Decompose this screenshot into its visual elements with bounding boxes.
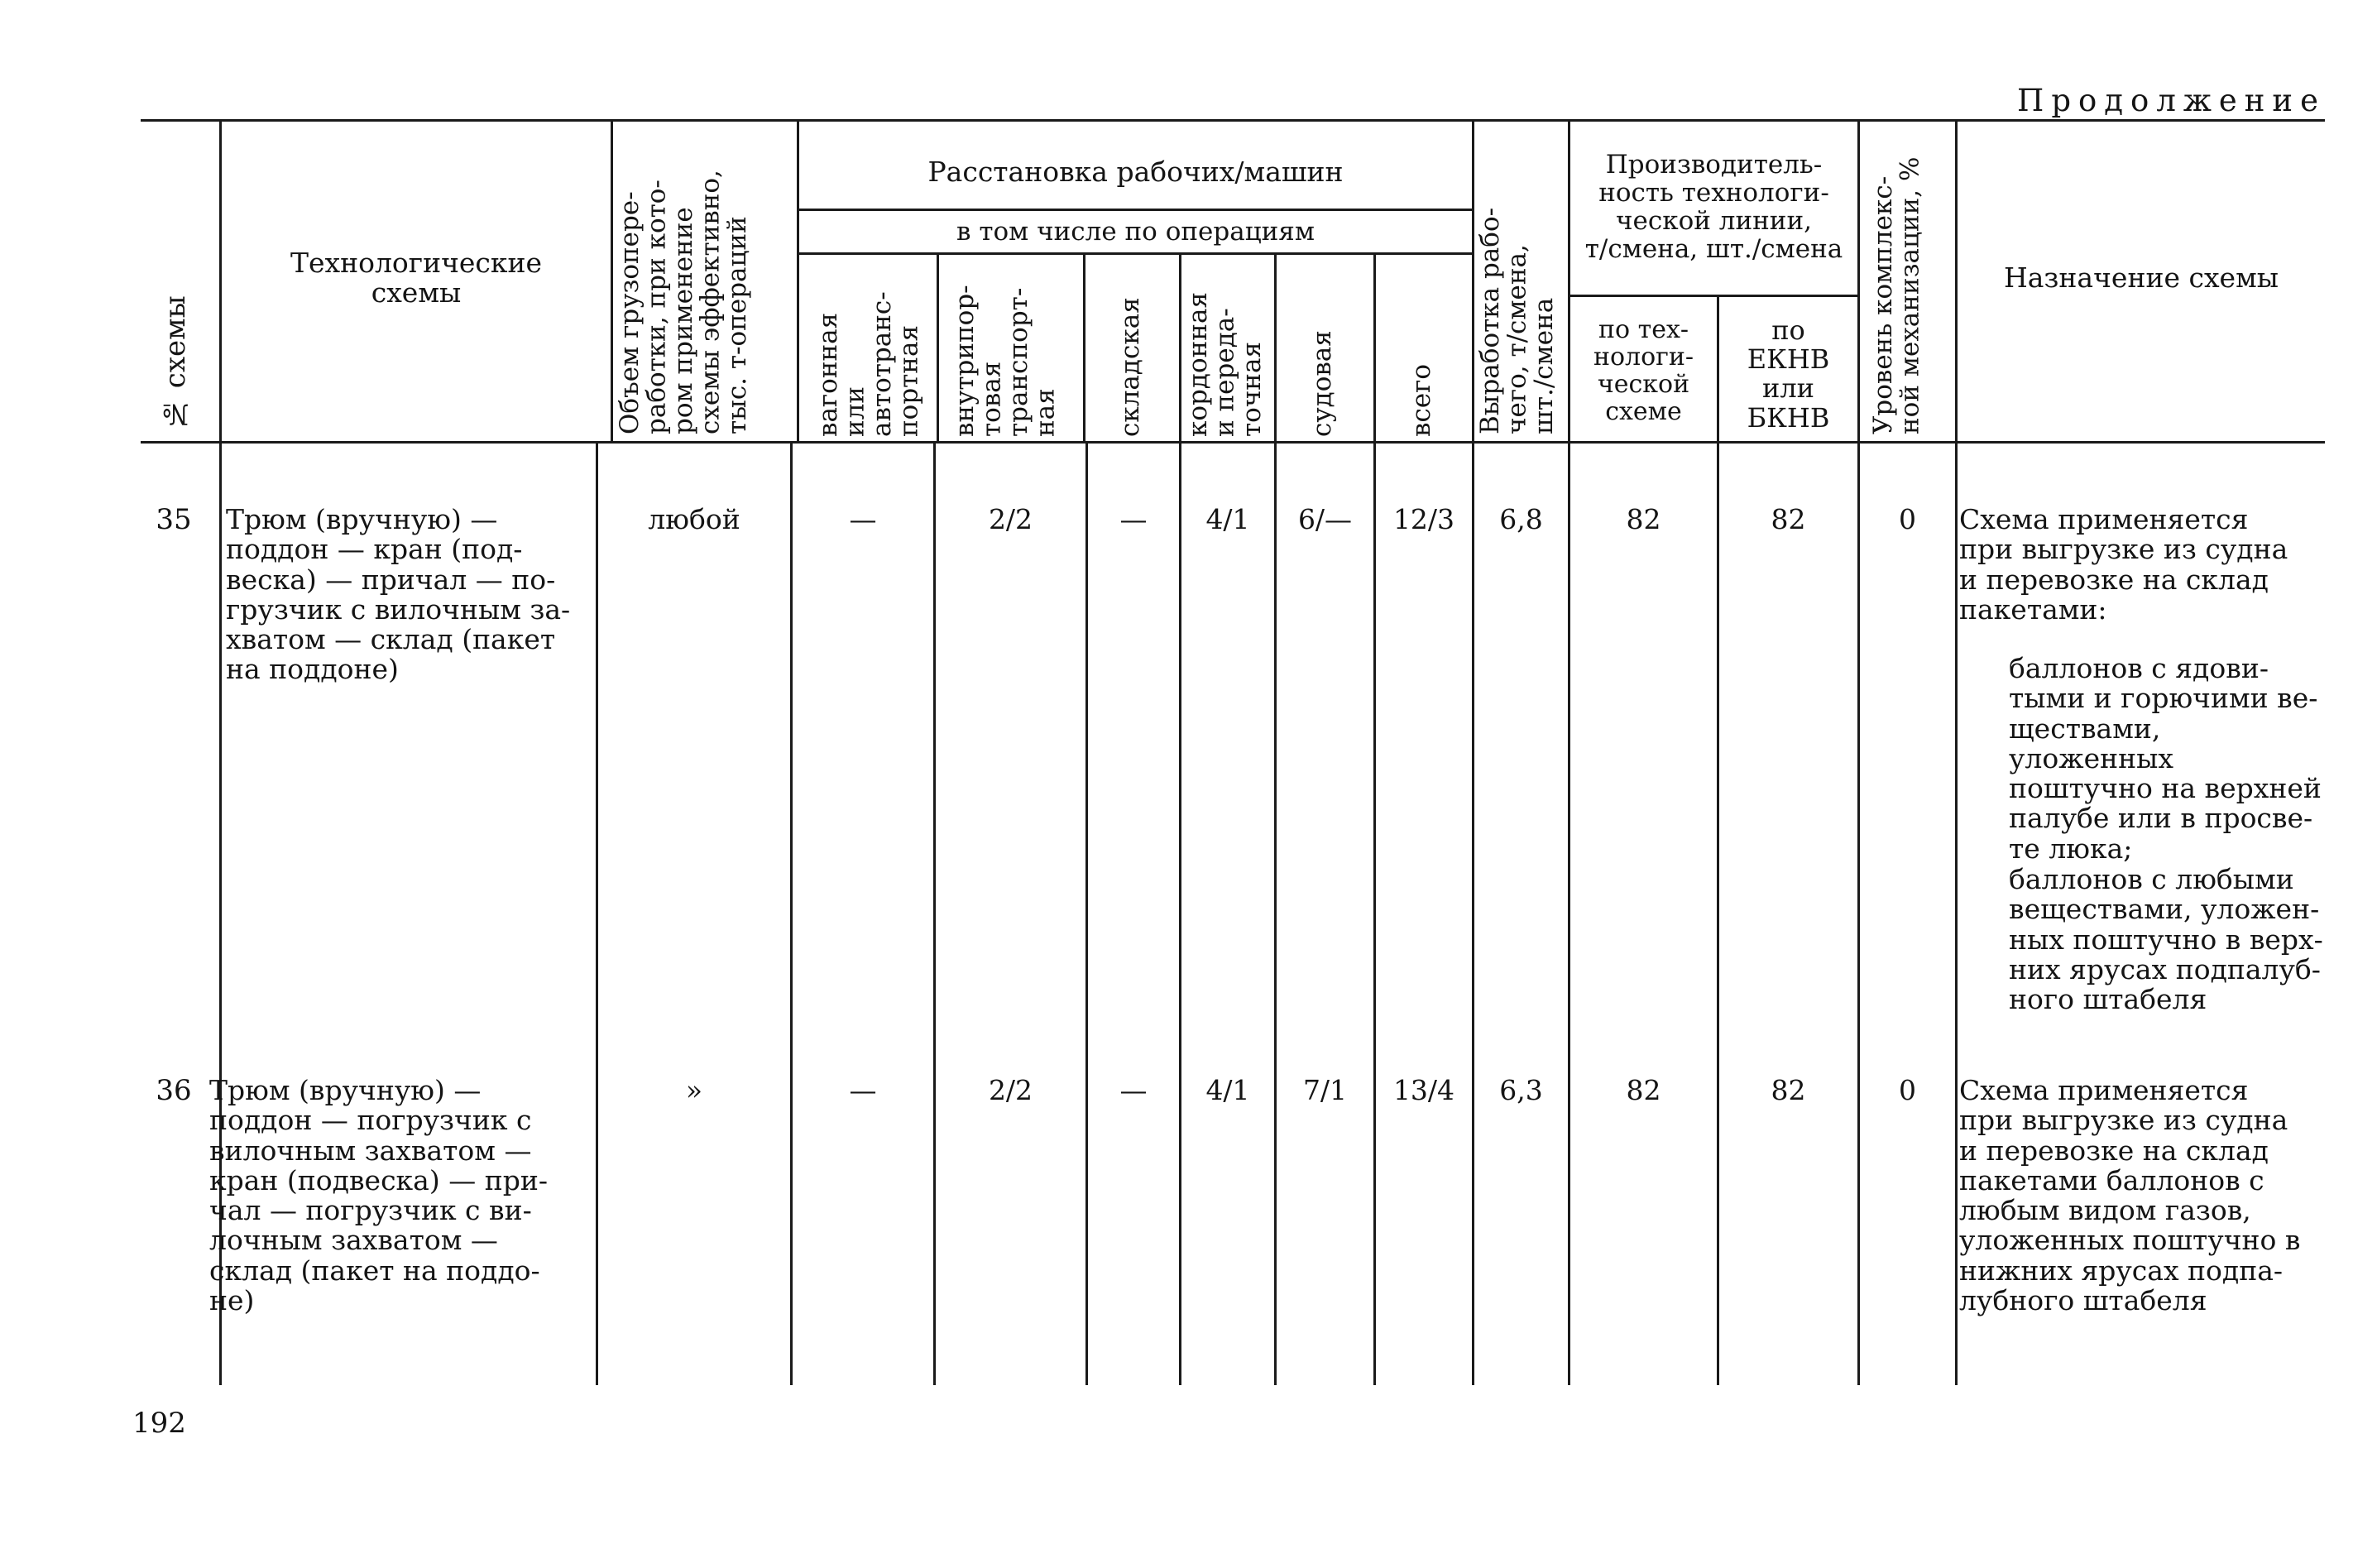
row-36-prod-tech: 82 [1626,1074,1661,1106]
header-purpose: Назначение схемы [2003,261,2279,294]
row-35-no: 35 [156,503,192,536]
row-35-scheme: Трюм (вручную) — поддон — кран (под- веска) — причал — по- грузчик с вилочным за- хватом — склад (пакет на поддоне) [226,503,571,686]
row-36-warehouse: — [1119,1074,1148,1106]
col-rule-9 [1472,119,1474,444]
top-rule [141,119,2325,122]
row-35-volume: любой [648,503,740,535]
body-rule-9 [1472,444,1474,1385]
col-rule-8 [1373,252,1376,444]
body-rule-3 [790,444,793,1385]
row-35-warehouse: — [1119,503,1148,535]
row-35-wagon: — [849,503,877,535]
header-incl-operations: в том числе по операциям [956,217,1315,247]
col-rule-5 [1083,252,1085,444]
placement-subrule [797,209,1472,211]
header-by-tech-scheme: по тех- нологи- ческой схеме [1593,315,1694,426]
header-op-inport: внутрипор- товая транспорт- ная [950,285,1061,437]
col-rule-4 [937,252,939,444]
row-35-prod-tech: 82 [1626,503,1661,535]
row-36-total: 13/4 [1392,1074,1455,1106]
header-placement: Расстановка рабочих/машин [927,156,1344,188]
col-rule-7 [1274,252,1277,444]
row-36-inport: 2/2 [988,1074,1033,1106]
col-rule-12 [1857,119,1860,444]
col-rule-6 [1179,252,1181,444]
body-rule-4 [933,444,936,1385]
body-rule-2 [596,444,598,1385]
header-by-ekhnv: по ЕКНВ или БКНВ [1747,314,1830,434]
row-36-quay: 4/1 [1205,1074,1250,1106]
row-36-output: 6,3 [1499,1074,1543,1106]
row-35-purpose-item-2: баллонов с любыми веществами, уложен- ных поштучно в верх- них ярусах подпалуб- ного штабеля [2009,863,2323,1016]
body-rule-7 [1274,444,1277,1385]
row-36-volume: » [685,1074,703,1106]
col-rule-2 [611,119,613,444]
page-number: 192 [132,1407,186,1440]
header-op-quay: кордонная и переда- точная [1183,292,1268,437]
body-rule-6 [1179,444,1181,1385]
productivity-subrule [1568,295,1857,297]
row-35-prod-ekhnv: 82 [1771,503,1806,535]
row-36-wagon: — [849,1074,877,1106]
row-36-prod-ekhnv: 82 [1771,1074,1806,1106]
row-35-mech: 0 [1899,503,1916,535]
header-scheme-no: № схемы [159,295,192,430]
operations-subrule [797,252,1472,255]
row-35-purpose-item-1: баллонов с ядови- тыми и горючими ве- ществами, уложенных поштучно на верхней палубе или в просве- те люка; [2009,652,2322,865]
header-volume: Объем грузопере- работки, при кото- ром применение схемы эффективно, тыс. т-операций [615,170,753,434]
row-35-purpose: Схема применяется при выгрузке из судна и перевозке на склад пакетами: [1959,503,2288,626]
header-op-ship: судовая [1307,330,1337,437]
body-rule-5 [1085,444,1088,1385]
row-36-ship: 7/1 [1302,1074,1348,1106]
row-36-scheme: Трюм (вручную) — поддон — погрузчик с вилочным захватом — кран (подвеска) — при- чал — погрузчик с ви- лочным захватом — склад (пакет на поддо- не) [209,1074,548,1317]
header-productivity: Производитель- ность технологи- ческой линии, т/смена, шт./смена [1584,150,1843,265]
row-35-total: 12/3 [1392,503,1455,535]
header-op-wagon: вагонная или автотранс- портная [813,291,924,437]
header-mechanization: Уровень комплекс- ной механизации, % [1868,156,1925,434]
header-tech-schemes: Технологические схемы [290,247,543,309]
row-35-ship: 6/— [1297,503,1353,535]
header-op-total: всего [1407,363,1436,437]
row-35-inport: 2/2 [988,503,1033,535]
header-op-warehouse: складская [1115,297,1145,437]
body-rule-10 [1568,444,1570,1385]
header-output: Выработка рабо- чего, т/смена, шт./смена [1475,207,1560,434]
row-35-output: 6,8 [1499,503,1543,535]
body-rule-11 [1717,444,1719,1385]
row-36-purpose: Схема применяется при выгрузке из судна и перевозке на склад пакетами баллонов с любым видом газов, уложенных поштучно в нижних ярусах подпа- лубного штабеля [1959,1074,2301,1317]
header-bottom-rule [141,441,2325,444]
body-rule-13 [1955,444,1958,1385]
row-36-no: 36 [156,1074,192,1107]
continuation-label: Продолжение [2017,83,2326,118]
row-35-quay: 4/1 [1205,503,1250,535]
body-rule-12 [1857,444,1860,1385]
row-36-mech: 0 [1899,1074,1916,1106]
body-rule-8 [1373,444,1376,1385]
